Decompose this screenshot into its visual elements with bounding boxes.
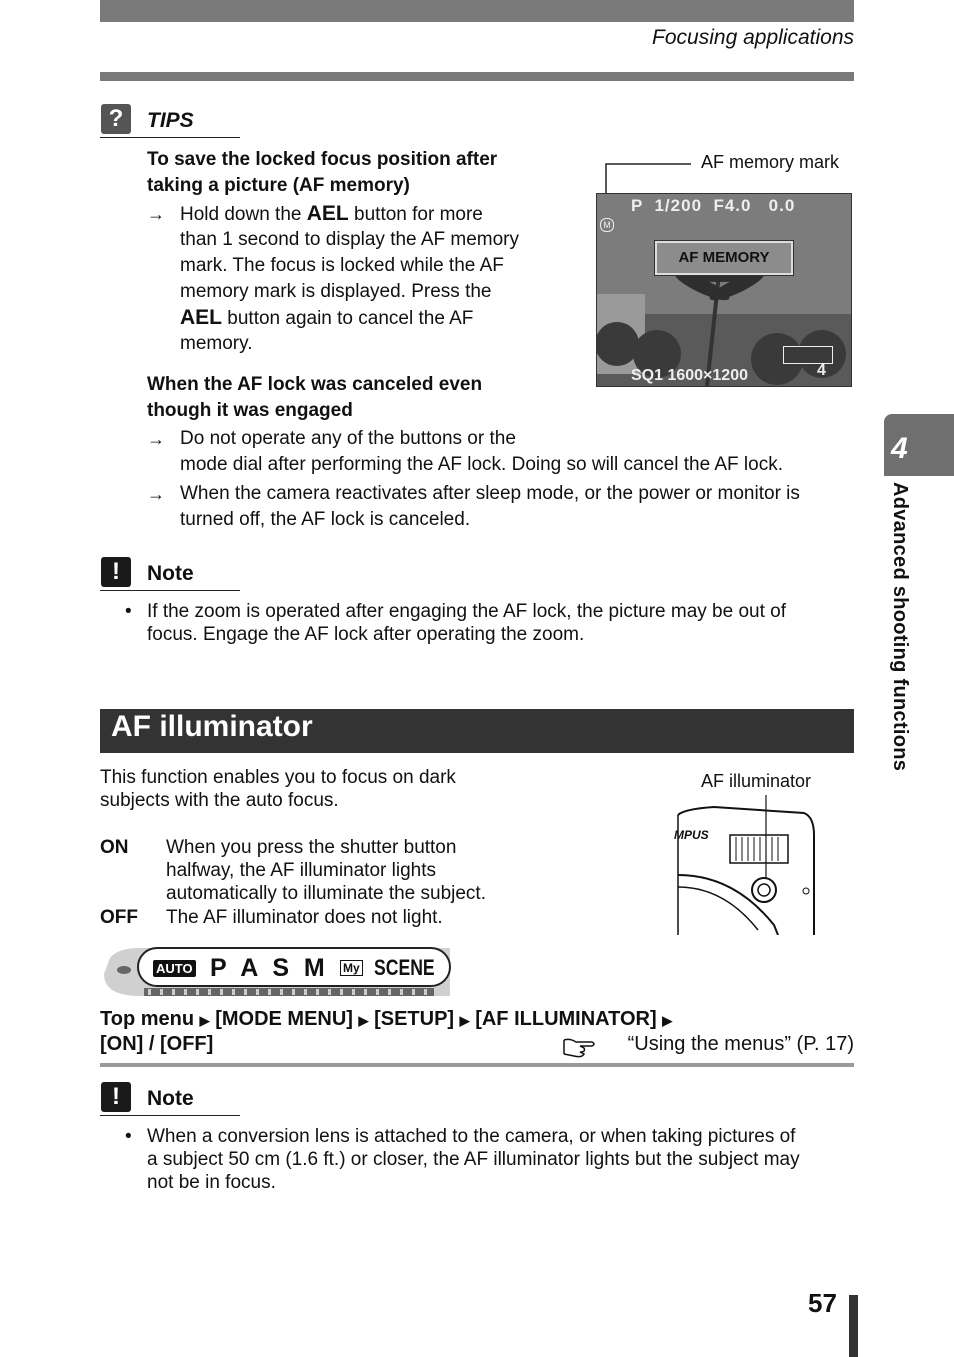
af-illuminator-callout: AF illuminator (701, 771, 812, 791)
note-label: Note (147, 562, 194, 585)
menu-options: [ON] / [OFF] (100, 1033, 214, 1055)
menu-rule (100, 1063, 854, 1067)
on-line-1: When you press the shutter button (166, 837, 457, 858)
bullet: • (125, 601, 132, 622)
tips-label: TIPS (147, 109, 194, 132)
triangle-icon: ▶ (459, 1013, 470, 1028)
off-text: The AF illuminator does not light. (166, 907, 443, 928)
bottom-readout: SQ1 1600×1200 (631, 367, 748, 384)
triangle-icon: ▶ (199, 1013, 210, 1028)
note-rule (100, 590, 240, 591)
camera-brand-fragment: MPUS (674, 828, 709, 842)
intro-line-2: subjects with the auto focus. (100, 790, 339, 811)
ael-button-label-2: AEL (180, 306, 222, 329)
menu-setup: [SETUP] (374, 1008, 455, 1030)
note2-line3: not be in focus. (147, 1172, 276, 1193)
camera-illustration (674, 795, 824, 935)
question-icon: ? (101, 104, 131, 134)
memory-text-5: button again to cancel the AF (227, 308, 474, 329)
my-mode-icon: My (340, 960, 363, 976)
menu-top: Top menu (100, 1008, 195, 1030)
off-label: OFF (100, 907, 138, 928)
page-number: 57 (808, 1288, 837, 1318)
tips-rule (100, 137, 240, 138)
note-label: Note (147, 1087, 194, 1110)
pointing-hand-icon (562, 1036, 600, 1058)
cancel-item2-line2: turned off, the AF lock is canceled. (180, 509, 471, 530)
note2-line1: When a conversion lens is attached to the camera, or when taking pictures of (147, 1126, 796, 1147)
note1-line1: If the zoom is operated after engaging the AF lock, the picture may be out of (147, 601, 786, 622)
memory-text-1a: Hold down the (180, 204, 302, 225)
memory-text-1b: button for more (354, 204, 483, 225)
memory-line-2: than 1 second to display the AF memory (180, 229, 520, 250)
top-readout: P 1/200 F4.0 0.0 (631, 196, 796, 215)
auto-mode-icon: AUTO (153, 960, 196, 977)
af-memory-mark-callout: AF memory mark (701, 152, 840, 172)
chapter-number: 4 (891, 432, 908, 465)
menu-mode: [MODE MENU] (215, 1008, 353, 1030)
ael-button-label: AEL (306, 202, 349, 225)
header-rule (100, 72, 854, 81)
section-header: Focusing applications (652, 26, 854, 49)
page-number-bar (849, 1295, 858, 1357)
menu-reference: “Using the menus” (P. 17) (627, 1033, 854, 1055)
on-line-3: automatically to illuminate the subject. (166, 883, 486, 904)
cancel-item1-line2: mode dial after performing the AF lock. Doing so will cancel the AF lock. (180, 454, 783, 475)
menu-af-illuminator: [AF ILLUMINATOR] (475, 1008, 657, 1030)
memory-heading-1: To save the locked focus position after (147, 149, 498, 170)
triangle-icon: ▶ (358, 1013, 369, 1028)
intro-line-1: This function enables you to focus on dark (100, 767, 456, 788)
note2-line2: a subject 50 cm (1.6 ft.) or closer, the AF illuminator lights but the subject may (147, 1149, 800, 1170)
header-bar (100, 0, 854, 22)
cancel-item1-line1: Do not operate any of the buttons or the (180, 428, 516, 449)
memory-line-5 (180, 305, 473, 332)
on-line-2: halfway, the AF illuminator lights (166, 860, 436, 881)
camera-lcd-screen (596, 193, 852, 387)
memory-line-1 (180, 201, 483, 228)
arrow-icon: → (147, 484, 165, 504)
memory-line-6: memory. (180, 333, 253, 354)
memory-line-4: memory mark is displayed. Press the (180, 281, 492, 302)
arrow-icon: → (147, 429, 165, 449)
triangle-icon: ▶ (662, 1013, 673, 1028)
memory-heading-2: taking a picture (AF memory) (147, 175, 410, 196)
cancel-heading-2: though it was engaged (147, 400, 353, 421)
note-rule (100, 1115, 240, 1116)
scene-mode-label: SCENE (374, 955, 435, 980)
af-memory-mark-icon: M (600, 218, 614, 232)
arrow-icon: → (147, 204, 165, 224)
on-label: ON (100, 837, 129, 858)
cancel-item2-line1: When the camera reactivates after sleep mode, or the power or monitor is (180, 483, 800, 504)
frames-remaining: 4 (817, 362, 826, 379)
section-title: AF illuminator (111, 710, 313, 743)
chapter-title: Advanced shooting functions (889, 482, 911, 772)
psam-modes: P A S M (210, 954, 329, 982)
exclamation-icon: ! (101, 1082, 131, 1112)
note1-line2: focus. Engage the AF lock after operating the zoom. (147, 624, 585, 645)
af-memory-label: AF MEMORY (655, 241, 793, 275)
exclamation-icon: ! (101, 557, 131, 587)
cancel-heading-1: When the AF lock was canceled even (147, 374, 483, 395)
menu-path (100, 1008, 672, 1031)
memory-line-3: mark. The focus is locked while the AF (180, 255, 504, 276)
bullet: • (125, 1126, 132, 1147)
